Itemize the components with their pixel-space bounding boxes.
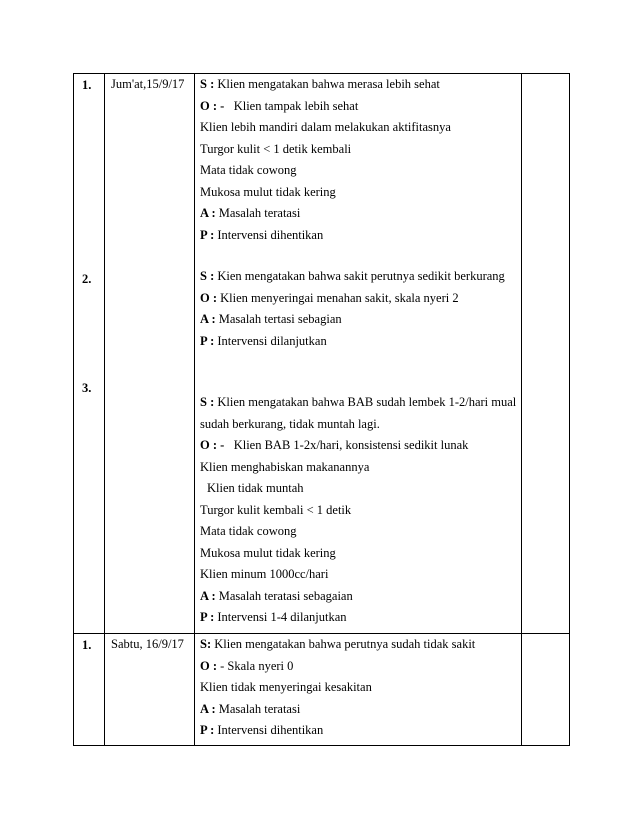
objective-item: Mata tidak cowong <box>200 524 297 538</box>
objective-line: O : - Klien BAB 1-2x/hari, konsistensi sedikit lunak <box>200 438 469 452</box>
assessment-line: A : Masalah teratasi <box>200 206 301 220</box>
objective-item: Mukosa mulut tidak kering <box>200 184 336 199</box>
objective-item: Klien menghabiskan makanannya <box>200 459 370 474</box>
subjective-line-cont: sudah berkurang, tidak muntah lagi. <box>200 416 380 431</box>
entry-number: 2. <box>82 272 92 286</box>
date-cell <box>105 634 195 746</box>
entry-number: 3. <box>82 381 92 395</box>
subjective-line: S : Klien mengatakan bahwa BAB sudah lembek 1-2/hari mual <box>200 395 517 409</box>
objective-line: O : - Klien tampak lebih sehat <box>200 98 359 113</box>
subjective-line: S: Klien mengatakan bahwa perutnya sudah tidak sakit <box>200 637 476 651</box>
objective-line: O : Klien menyeringai menahan sakit, skala nyeri 2 <box>200 290 459 305</box>
objective-item: Turgor kulit < 1 detik kembali <box>200 141 352 156</box>
objective-item: Klien minum 1000cc/hari <box>200 567 329 581</box>
assessment-line: A : Masalah teratasi sebagaian <box>200 588 353 603</box>
plan-line: P : Intervensi dilanjutkan <box>200 333 327 348</box>
number-cell <box>74 74 105 634</box>
signature-cell <box>522 634 570 746</box>
entry-number: 1. <box>82 638 92 652</box>
evaluation-cell <box>195 634 522 746</box>
objective-item: Klien lebih mandiri dalam melakukan aktifitasnya <box>200 120 451 134</box>
assessment-line: A : Masalah tertasi sebagian <box>200 312 342 326</box>
subjective-line: S : Kien mengatakan bahwa sakit perutnya sedikit berkurang <box>200 269 505 283</box>
evaluation-table <box>73 73 570 746</box>
objective-item: Turgor kulit kembali < 1 detik <box>200 502 352 517</box>
subjective-line: S : Klien mengatakan bahwa merasa lebih sehat <box>200 77 440 91</box>
objective-item: Klien tidak menyeringai kesakitan <box>200 680 372 694</box>
table-row <box>74 634 570 746</box>
signature-cell <box>522 74 570 634</box>
objective-item: Mukosa mulut tidak kering <box>200 545 336 560</box>
assessment-line: A : Masalah teratasi <box>200 701 301 716</box>
plan-line: P : Intervensi 1-4 dilanjutkan <box>200 610 347 624</box>
objective-item: Mata tidak cowong <box>200 163 297 177</box>
plan-line: P : Intervensi dihentikan <box>200 723 324 737</box>
plan-line: P : Intervensi dihentikan <box>200 227 324 242</box>
date-cell <box>105 74 195 634</box>
date-text: Sabtu, 16/9/17 <box>111 637 184 651</box>
number-cell <box>74 634 105 746</box>
evaluation-cell <box>195 74 522 634</box>
date-text: Jum'at,15/9/17 <box>111 77 185 91</box>
objective-line: O : - Skala nyeri 0 <box>200 658 294 673</box>
table-row <box>74 74 570 634</box>
objective-item: Klien tidak muntah <box>207 481 304 495</box>
entry-number: 1. <box>82 78 92 92</box>
